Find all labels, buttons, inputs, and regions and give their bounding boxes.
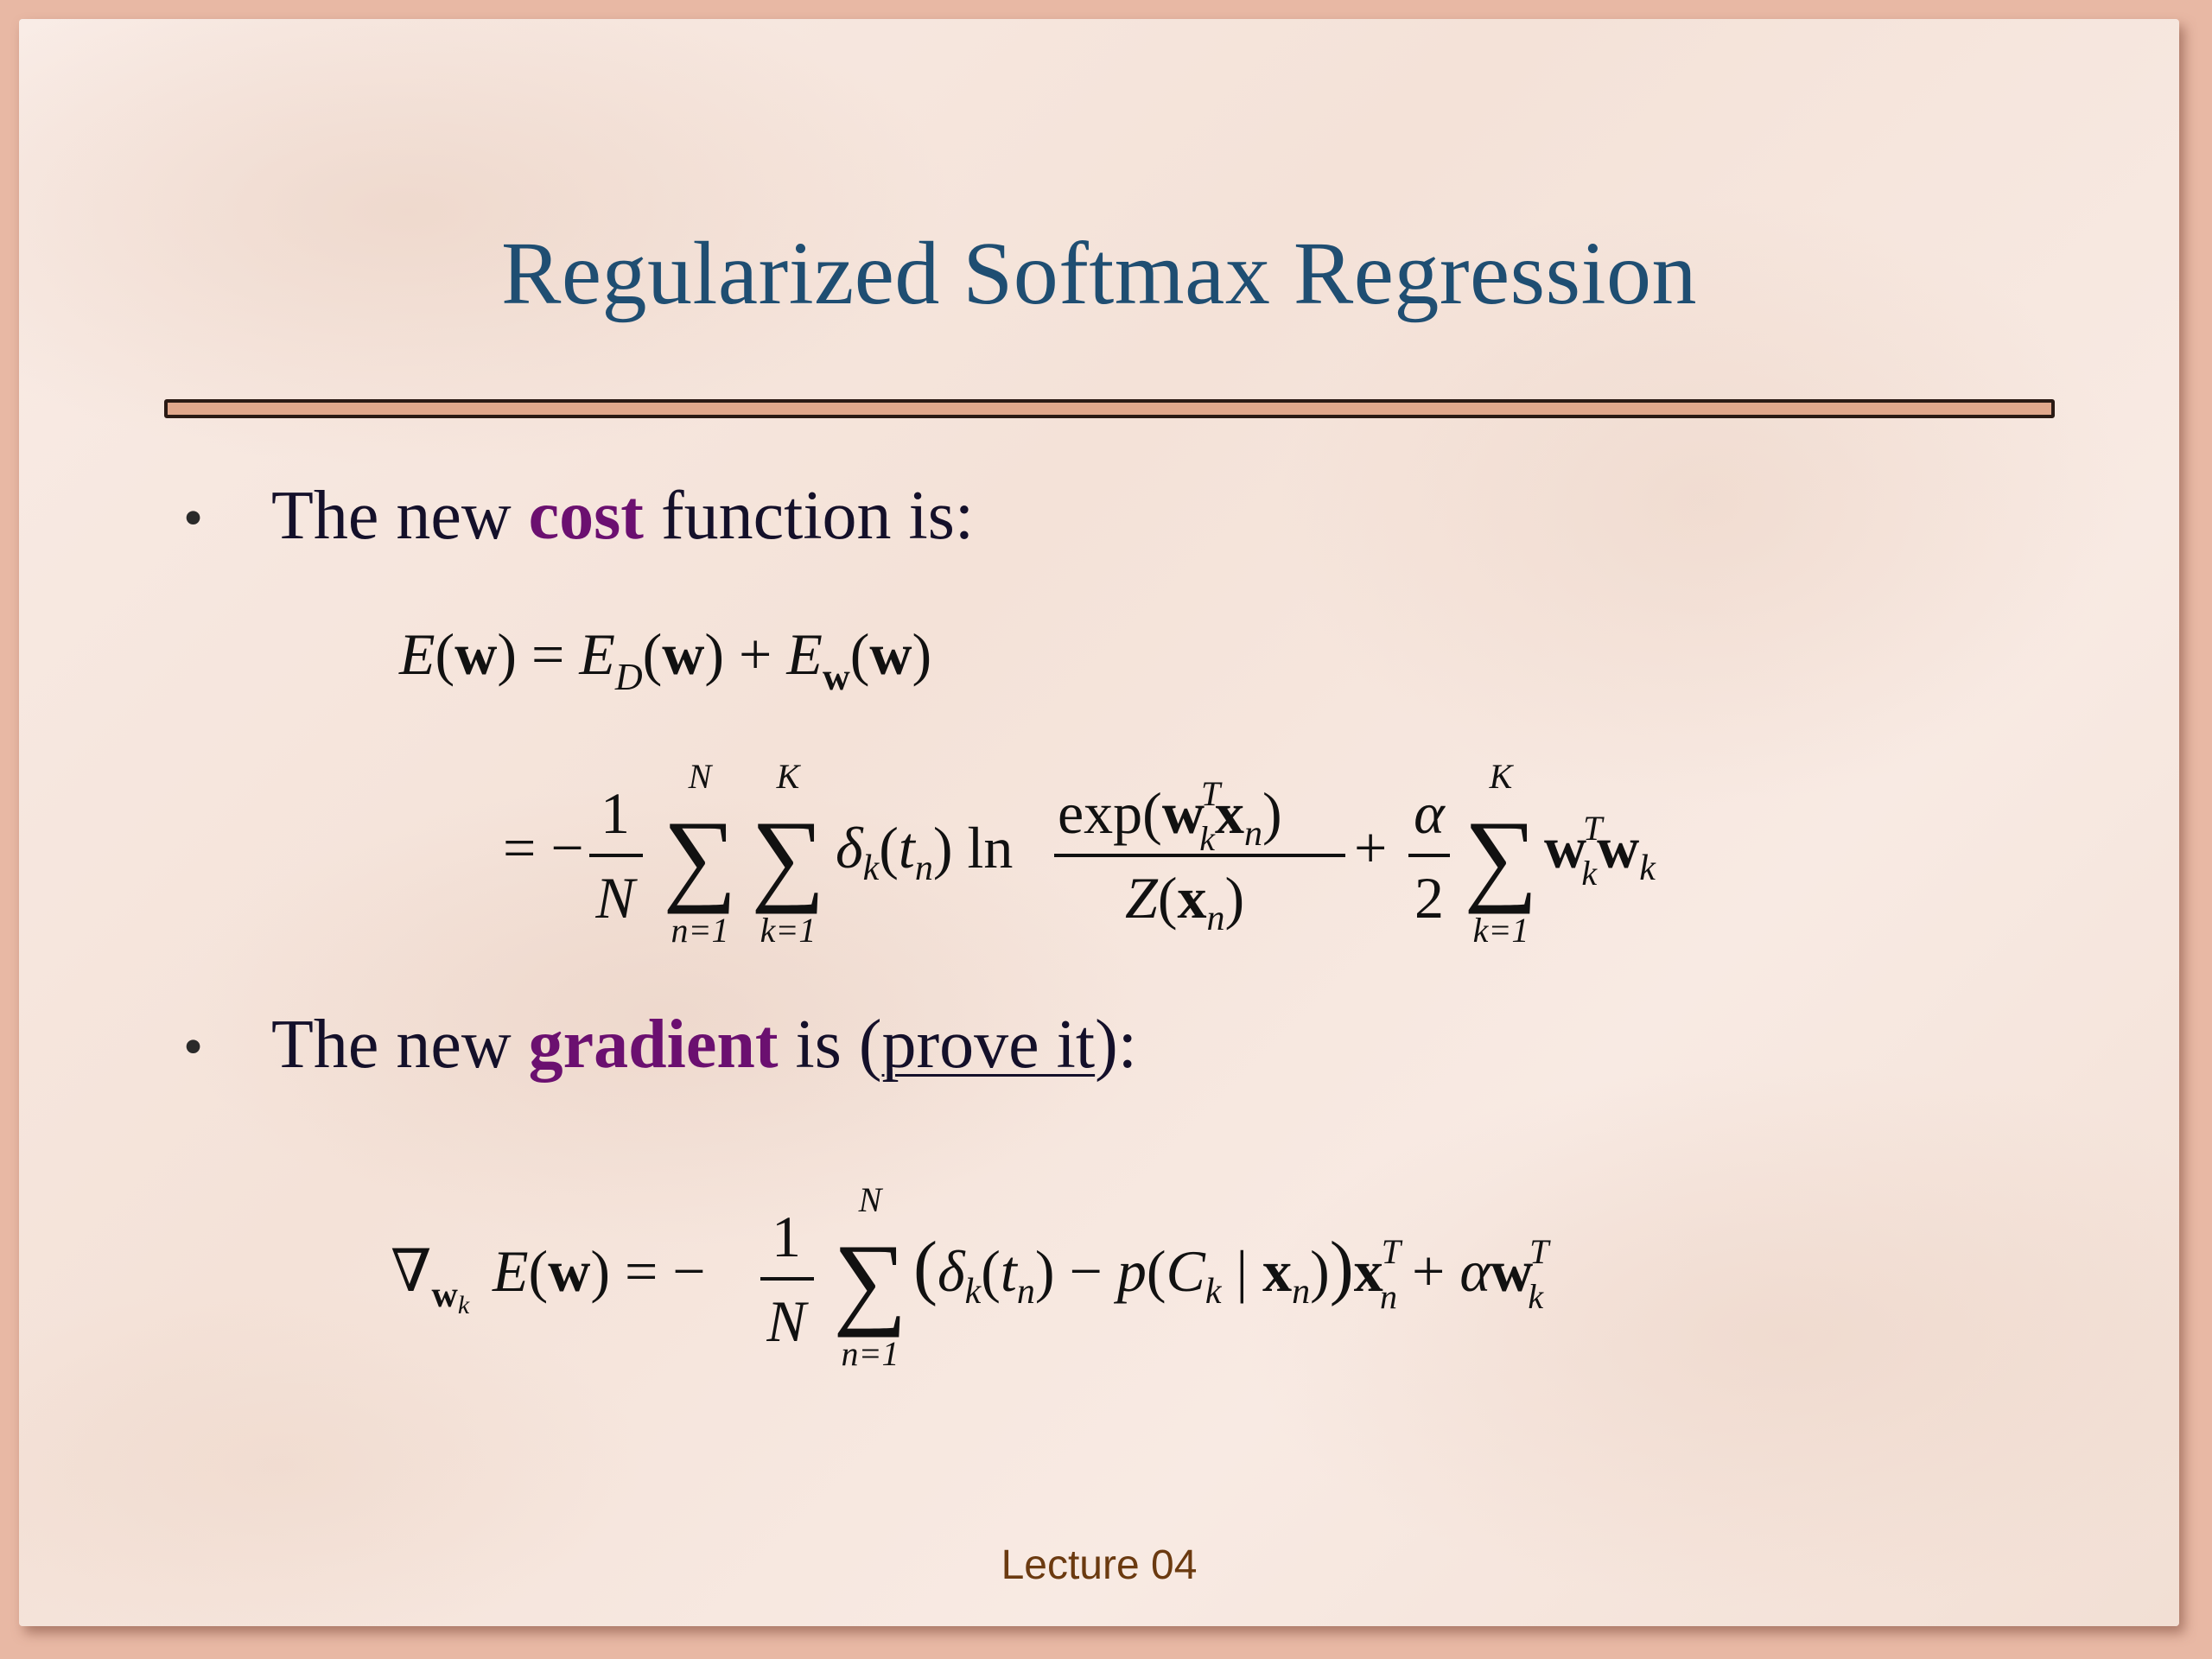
svg-text:∑: ∑ — [663, 799, 737, 914]
svg-text:δk(tn) ln: $\delta_k(t_n)$ ln — [836, 815, 1014, 888]
prove-it-link[interactable]: prove it — [881, 1007, 1096, 1083]
footer-lecture-label: Lecture 04 — [1001, 1542, 1198, 1588]
title-divider — [164, 399, 2055, 418]
svg-text:n=1: n=1 — [841, 1334, 899, 1373]
svg-text:∑: ∑ — [751, 799, 825, 914]
svg-text:∑: ∑ — [833, 1223, 907, 1338]
svg-text:∑: ∑ — [1464, 799, 1538, 914]
svg-text:α: α — [1414, 780, 1445, 846]
svg-text:= −: = − — [503, 815, 584, 880]
bullet-text: The new — [271, 478, 529, 554]
svg-text:1: 1 — [772, 1204, 801, 1269]
svg-text:k=1: k=1 — [1472, 911, 1529, 950]
bullet-text: ): — [1095, 1007, 1138, 1083]
svg-text:K: K — [1489, 757, 1513, 796]
svg-text:E(w) = ED(w) + Ew(w): $E(w) = E_D(w) + E_w(w)$ — [399, 621, 932, 698]
keyword-gradient: gradient — [528, 1007, 779, 1083]
equation-cost-expanded — [503, 753, 1747, 961]
equation-cost-definition — [399, 607, 1056, 710]
bullet-text: function is: — [643, 478, 975, 554]
svg-text:N: N — [595, 865, 635, 931]
svg-text:exp(wTkxn): exp(wT $kx_n$) — [1058, 774, 1282, 858]
svg-text:N: N — [688, 757, 712, 796]
svg-text:+: + — [1354, 815, 1388, 880]
slide-title: Regularized Softmax Regression — [500, 224, 1697, 323]
svg-text:(δk(tn) − p(Ck | xn))xTn + αwT: ($\delta_k(t_n) - p(C_k$ | $x_n))xT$ n + αwT k — [913, 1227, 1549, 1316]
slide — [19, 19, 2179, 1626]
svg-text:wTkwk: wT $kw_k$ — [1544, 809, 1656, 893]
bullet-text: is ( — [778, 1007, 882, 1083]
bullet-dot-icon: • — [183, 1015, 204, 1078]
svg-text:∇wk: $\nabla_wk$ — [391, 1238, 470, 1319]
svg-text:2: 2 — [1414, 865, 1444, 931]
svg-text:K: K — [776, 757, 800, 796]
equation-gradient — [391, 1177, 1704, 1384]
svg-text:E(w) = −: E(w) = − — [493, 1238, 706, 1304]
keyword-cost: cost — [528, 478, 644, 554]
svg-text:k=1: k=1 — [760, 911, 817, 950]
svg-text:n=1: n=1 — [671, 911, 729, 950]
bullet-dot-icon: • — [183, 486, 204, 550]
bullet-text: The new — [271, 1007, 529, 1083]
svg-text:N: N — [858, 1180, 882, 1219]
svg-text:Z(xn): $Z(x_n)$ — [1125, 865, 1245, 938]
svg-text:N: N — [766, 1288, 806, 1354]
svg-text:1: 1 — [601, 780, 630, 846]
